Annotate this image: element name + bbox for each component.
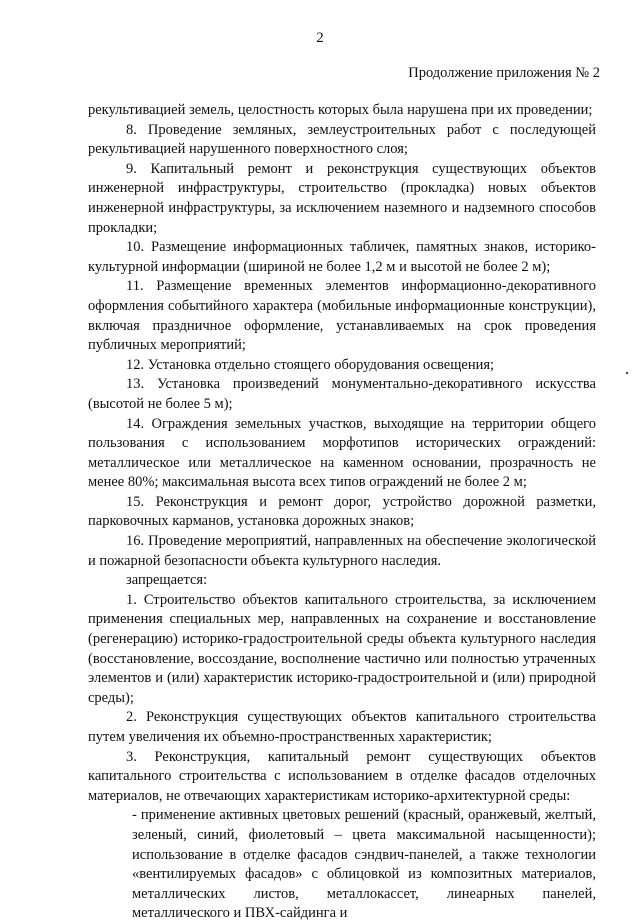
scan-speck [626,372,628,374]
page-number: 2 [316,30,324,46]
paragraph-item-16: 16. Проведение мероприятий, направленных на обеспечение экологической и пожарной безопасности объекта культурного наследия. [88,533,596,569]
paragraph-item-10: 10. Размещение информационных табличек, памятных знаков, историко-культурной информации (шириной не более 1,2 м и высотой не более 2 м); [88,239,596,275]
paragraph-continuation: рекультивацией земель, целостность которых была нарушена при их проведении; [88,102,593,118]
prohibited-item-1: 1. Строительство объектов капитального строительства, за исключением применения специальных мер, направленных на сохранение и восстановление (регенерацию) историко-градостроительной среды объекта культурного наследия (восстановление, воссоздание, восполнение частично или полностью утраченных элементов и (или) характеристик историко-градостроительной и (или) природной среды); [88,591,596,706]
appendix-continuation-header: Продолжение приложения № 2 [408,65,600,81]
document-body [88,101,596,924]
paragraph-item-12: 12. Установка отдельно стоящего оборудования освещения; [126,356,495,373]
paragraph-item-9: 9. Капитальный ремонт и реконструкция существующих объектов инженерной инфраструктуры, строительство (прокладка) новых объектов инженерной инфраструктуры, за исключением наземного и надземного способов прокладки; [88,160,596,236]
prohibited-item-3-subitem: - применение активных цветовых решений (красный, оранжевый, желтый, зеленый, синий, фиолетовый – цвета максимальной насыщенности); использование в отделке фасадов сэндвич-панелей, а также технологии «вентилируемых фасадов» с облицовкой из композитных материалов, металлических листов, металлокассет, линеарных панелей, металлического и ПВХ-сайдинга и [132,807,596,922]
paragraph-item-13: 13. Установка произведений монументально-декоративного искусства (высотой не более 5 м); [88,376,596,412]
paragraph-item-15: 15. Реконструкция и ремонт дорог, устройство дорожной разметки, парковочных карманов, установка дорожных знаков; [88,493,596,530]
prohibited-heading: запрещается: [126,572,208,589]
paragraph-item-14: 14. Ограждения земельных участков, выходящие на территории общего пользования с использованием морфотипов исторических ограждений: металлическое или металлическое на каменном основании, прозрачность не менее 80%; максимальная высота всех типов ограждений не более 2 м; [88,415,596,491]
paragraph-item-8: 8. Проведение земляных, землеустроительных работ с последующей рекультивацией нарушенного поверхностного слоя; [88,121,596,158]
paragraph-item-11: 11. Размещение временных элементов информационно-декоративного оформления событийного характера (мобильные информационные конструкции), включая праздничное оформление, устанавливаемых на срок проведения публичных мероприятий; [88,278,596,354]
prohibited-item-3: 3. Реконструкция, капитальный ремонт существующих объектов капитального строительства с использованием в отделке фасадов отделочных материалов, не отвечающих характеристикам историко-архитектурной среды: [88,748,596,804]
prohibited-item-2: 2. Реконструкция существующих объектов капитального строительства путем увеличения их объемно-пространственных характеристик; [88,709,596,745]
